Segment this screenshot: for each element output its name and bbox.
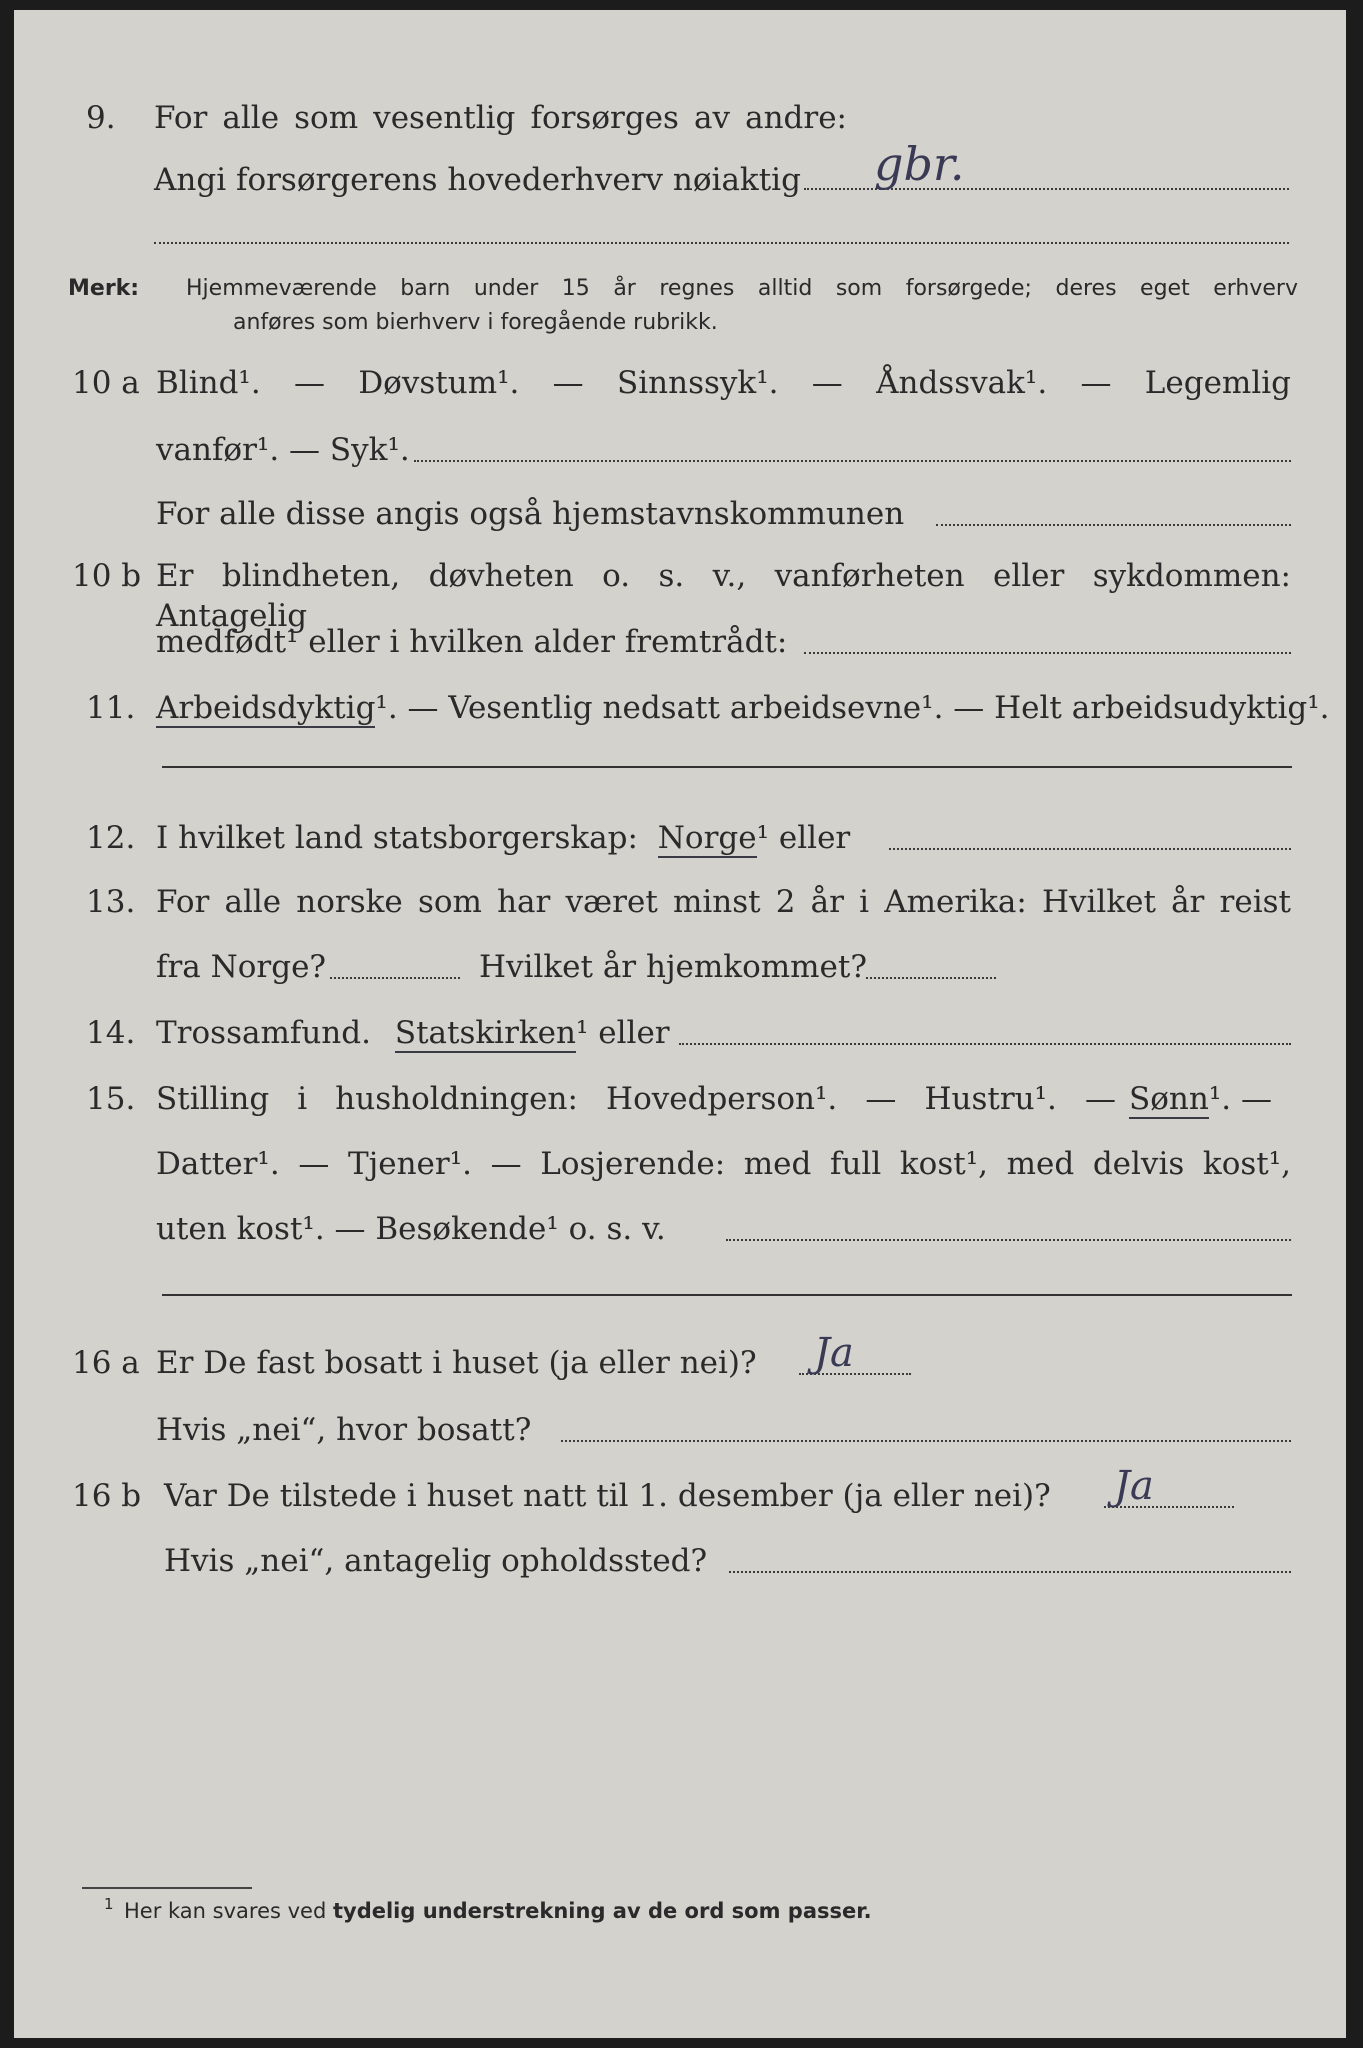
q16a-handwritten-answer: Ja [814, 1330, 854, 1376]
q16a-line-2: Hvis „nei“, hvor bosatt? [156, 1412, 532, 1448]
q11-line-rest: ¹. — Vesentlig nedsatt arbeidsevne¹. — Helt arbeidsudyktig¹. [375, 690, 1330, 726]
q12-norge-underlined[interactable]: Norge [657, 820, 757, 856]
footnote [104, 1895, 872, 1923]
q9-extra-line[interactable] [154, 242, 1289, 244]
q10a-line-2: vanfør¹. — Syk¹. [156, 432, 410, 468]
q16b-opholdssted-line[interactable] [729, 1571, 1291, 1573]
q15-sonn-underlined[interactable]: Sønn [1129, 1081, 1209, 1117]
q13-reist-line[interactable] [330, 977, 460, 979]
q11-line [156, 688, 1330, 728]
q16b-line-1: Var De tilstede i huset natt til 1. desember (ja eller nei)? [164, 1478, 1051, 1514]
q12-text-rest: ¹ eller [756, 820, 851, 856]
q15-row-1 [14, 1079, 1346, 1119]
q12-text: I hvilket land statsborgerskap: [156, 820, 638, 856]
q14-number: 14. [86, 1015, 136, 1051]
q16a-number: 16 a [72, 1345, 140, 1381]
q12-answer-line[interactable] [889, 848, 1291, 850]
q15-line-1-rest: ¹. — [1208, 1081, 1272, 1117]
q11-arbeidsdyktig-underlined[interactable]: Arbeidsdyktig [156, 690, 376, 726]
q10a-line-1: Blind¹. — Døvstum¹. — Sinnssyk¹. — Åndssvak¹. — Legemlig [156, 365, 1291, 401]
q16b-handwritten-answer: Ja [1114, 1463, 1154, 1509]
q15-sonn-group [1129, 1079, 1272, 1119]
footnote-text: Her kan svares ved [124, 1899, 327, 1923]
q16b-number: 16 b [72, 1478, 142, 1514]
q16b-line-2: Hvis „nei“, antagelig opholdssted? [164, 1543, 708, 1579]
q15-answer-line[interactable] [726, 1239, 1291, 1241]
q10b-answer-line[interactable] [804, 652, 1291, 654]
q9-number: 9. [86, 100, 116, 136]
merk-line-2: anføres som bierhverv i foregående rubrikk. [233, 310, 718, 335]
q10a-row-1 [14, 363, 1346, 403]
q9-line-1: For alle som vesentlig forsørges av andre: [154, 100, 847, 136]
q15-number: 15. [86, 1081, 136, 1117]
q11-answer-line[interactable] [162, 766, 1292, 768]
q15-row-2 [14, 1144, 1346, 1184]
q10b-row-1 [14, 556, 1346, 634]
q15-line-3: uten kost¹. — Besøkende¹ o. s. v. [156, 1211, 666, 1247]
q13-row-2 [14, 947, 1346, 987]
q10a-syk-line[interactable] [414, 460, 1291, 462]
q10b-row-2 [14, 622, 1346, 662]
q13-row-1 [14, 882, 1346, 922]
footnote-mark: 1 [104, 1895, 114, 1913]
q15-line-1: Stilling i husholdningen: Hovedperson¹. — Hustru¹. — [156, 1081, 1116, 1117]
q16a-row-1 [14, 1330, 1346, 1383]
q10a-line-3: For alle disse angis også hjemstavnskommunen [156, 496, 905, 532]
q15-line-2: Datter¹. — Tjener¹. — Losjerende: med full kost¹, med delvis kost¹, [156, 1146, 1291, 1182]
q16b-row-2 [14, 1541, 1346, 1581]
census-form-page [14, 10, 1346, 2038]
q12-number: 12. [86, 820, 136, 856]
q13-hjemkommet-label: Hvilket år hjemkommet? [479, 949, 867, 985]
q13-line-1: For alle norske som har været minst 2 år i Amerika: Hvilket år reist [156, 884, 1291, 920]
q10b-number: 10 b [72, 558, 142, 594]
q9-handwritten-answer: gbr. [874, 137, 965, 191]
q16b-row-1 [14, 1463, 1346, 1516]
q16a-row-2 [14, 1410, 1346, 1450]
q9-line-2: Angi forsørgerens hovederhverv nøiaktig [154, 162, 801, 198]
q13-reist-label: fra Norge? [156, 949, 327, 985]
q14-text-rest: ¹ eller [575, 1015, 670, 1051]
q10a-row-2 [14, 430, 1346, 470]
q10a-row-3 [14, 494, 1346, 534]
q15-row-3 [14, 1209, 1346, 1249]
footnote-separator [82, 1887, 252, 1889]
q10a-number: 10 a [72, 365, 140, 401]
q11-number: 11. [86, 690, 136, 726]
q13-hjemkommet-line[interactable] [866, 977, 996, 979]
q11-row [14, 688, 1346, 728]
q10b-line-2: medfødt¹ eller i hvilken alder fremtrådt: [156, 624, 788, 660]
q13-number: 13. [86, 884, 136, 920]
q14-row [14, 1013, 1346, 1053]
q14-text: Trossamfund. [156, 1015, 371, 1051]
q10a-kommune-line[interactable] [936, 524, 1291, 526]
q9-row-1 [14, 98, 1346, 138]
q14-statskirken-underlined[interactable]: Statskirken [394, 1015, 576, 1051]
q14-line [156, 1013, 670, 1053]
q10b-line-1: Er blindheten, døvheten o. s. v., vanførheten eller sykdommen: Antagelig [156, 558, 1291, 634]
q15-extra-line[interactable] [162, 1294, 1292, 1296]
merk-line-1: Hjemmeværende barn under 15 år regnes alltid som forsørgede; deres eget erhverv [186, 276, 1298, 301]
footnote-text-bold: tydelig understrekning av de ord som passer. [332, 1899, 872, 1923]
q14-answer-line[interactable] [679, 1043, 1291, 1045]
merk-label: Merk: [68, 276, 140, 301]
q16a-line-1: Er De fast bosatt i huset (ja eller nei)? [156, 1345, 757, 1381]
q12-line [156, 818, 850, 858]
q16a-bosatt-line[interactable] [561, 1440, 1291, 1442]
q9-row-2 [14, 137, 1346, 200]
q12-row [14, 818, 1346, 858]
